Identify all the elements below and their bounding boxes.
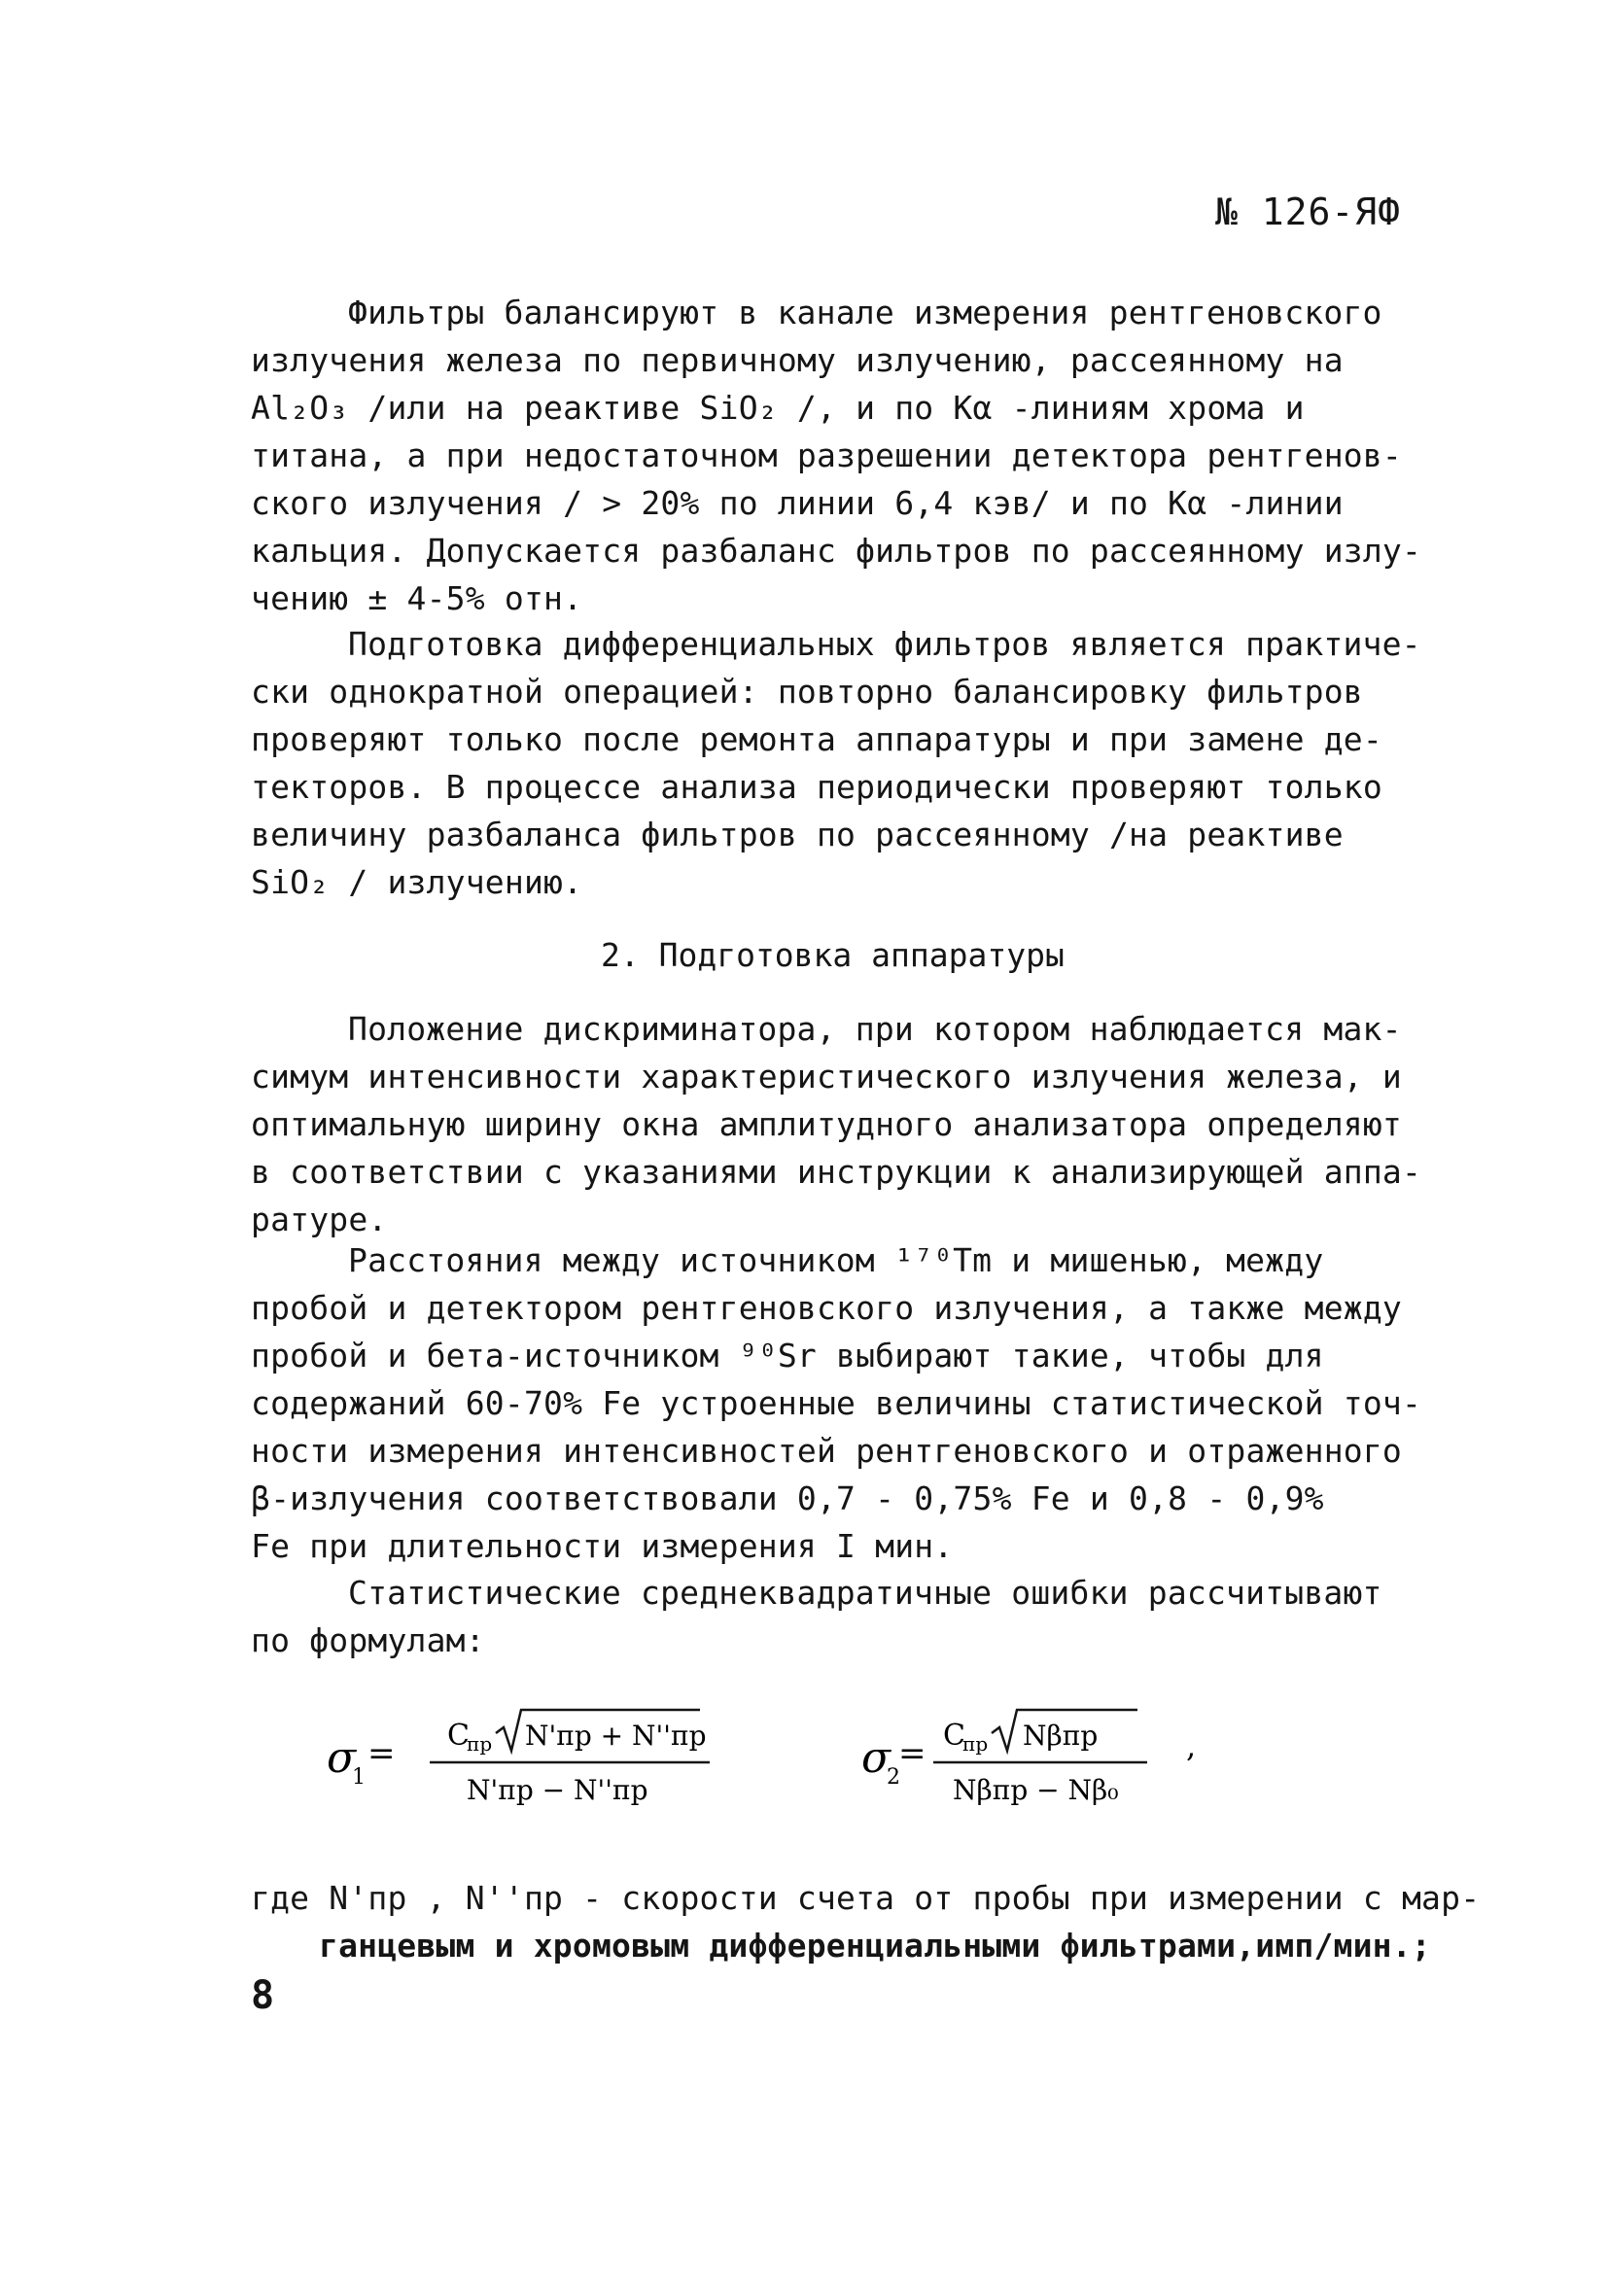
text-line: по формулам: — [251, 1621, 485, 1659]
document-number: № 126-ЯФ — [1215, 191, 1402, 233]
text-line: проверяют только после ремонта аппаратуры и при замене де- — [251, 720, 1382, 758]
text-line: чению ± 4-5% отн. — [251, 579, 583, 617]
paragraph-filter-preparation — [251, 620, 1421, 906]
formula-trailing: , — [1186, 1727, 1197, 1764]
text-line: Фильтры балансируют в канале измерения рентгеновского — [348, 294, 1382, 331]
text-line: ратуре. — [251, 1200, 388, 1238]
text-line: где N'пр , N''пр - скорости счета от пробы при измерении с мар- — [251, 1879, 1481, 1917]
svg-text:=: = — [898, 1734, 926, 1773]
text-line: в соответствии с указаниями инструкции к анализирующей аппа- — [251, 1153, 1422, 1191]
formula-coef: C — [943, 1719, 965, 1753]
formula-coef-sub: пр — [962, 1732, 989, 1756]
text-line: ски однократной операцией: повторно балансировку фильтров — [251, 673, 1363, 711]
formula-sigma-1-graphic — [321, 1706, 729, 1813]
text-line: пробой и бета-источником ⁹⁰Sr выбирают такие, чтобы для — [251, 1337, 1324, 1374]
text-line: текторов. В процессе анализа периодически проверяют только — [251, 768, 1382, 806]
text-line: Fe при длительности измерения I мин. — [251, 1527, 954, 1565]
text-line: SiO₂ / излучению. — [251, 863, 583, 901]
text-line: Подготовка дифференциальных фильтров является практиче- — [348, 625, 1421, 663]
formula-radicand: N'пр + N''пр — [525, 1720, 707, 1752]
text-line: Расстояния между источником ¹⁷⁰Tm и мишенью, между — [348, 1241, 1324, 1279]
svg-text:=: = — [367, 1734, 396, 1773]
formula-sigma-1 — [321, 1706, 729, 1813]
text-line: Статистические среднеквадратичные ошибки рассчитывают — [348, 1574, 1382, 1612]
paragraph-discriminator — [251, 1005, 1422, 1243]
text-line: содержаний 60-70% Fe устроенные величины статистической точ- — [251, 1384, 1422, 1422]
text-line: титана, а при недостаточном разрешении детектора рентгенов- — [251, 436, 1402, 474]
text-line: ганцевым и хромовым дифференциальными фильтрами,имп/мин.; — [319, 1927, 1431, 1965]
text-line: Положение дискриминатора, при котором наблюдается мак- — [348, 1010, 1402, 1048]
section-heading: 2. Подготовка аппаратуры — [601, 936, 1065, 974]
formula-coef-sub: пр — [467, 1732, 493, 1756]
text-line: излучения железа по первичному излучению, рассеянному на — [251, 341, 1344, 379]
text-line: пробой и детектором рентгеновского излучения, а также между — [251, 1289, 1402, 1327]
text-line: ности измерения интенсивностей рентгеновского и отраженного — [251, 1432, 1402, 1470]
text-line: симум интенсивности характеристического излучения железа, и — [251, 1058, 1402, 1096]
formula-denominator: Nβпр − Nβ₀ — [953, 1774, 1119, 1806]
formula-sigma-2 — [856, 1706, 1225, 1813]
text-line: кальция. Допускается разбаланс фильтров по рассеянному излу- — [251, 532, 1422, 570]
text-line: величину разбаланса фильтров по рассеянному /на реактиве — [251, 816, 1344, 853]
paragraph-statistical-errors — [251, 1569, 1398, 1664]
formula-coef: C — [447, 1719, 470, 1753]
where-clause — [251, 1874, 1481, 1969]
formula-sigma-2-graphic — [856, 1706, 1225, 1813]
text-line: Al₂O₃ /или на реактиве SiO₂ /, и по Kα -линиям хрома и — [251, 389, 1305, 427]
formula-lhs-sub: 2 — [887, 1765, 900, 1790]
formula-lhs-sub: 1 — [352, 1765, 366, 1790]
page-number: 8 — [251, 1973, 275, 2018]
paragraph-filter-balancing — [251, 289, 1422, 622]
text-line: β-излучения соответствовали 0,7 - 0,75% Fe и 0,8 - 0,9% — [251, 1479, 1324, 1517]
formula-radicand: Nβпр — [1023, 1720, 1099, 1752]
formula-denominator: N'пр − N''пр — [467, 1774, 648, 1806]
paragraph-source-distances — [251, 1236, 1422, 1570]
text-line: ского излучения / > 20% по линии 6,4 кэв/ и по Kα -линии — [251, 484, 1344, 522]
formula-lhs: σ — [327, 1733, 357, 1783]
text-line: оптимальную ширину окна амплитудного анализатора определяют — [251, 1105, 1402, 1143]
formula-lhs: σ — [861, 1733, 891, 1783]
